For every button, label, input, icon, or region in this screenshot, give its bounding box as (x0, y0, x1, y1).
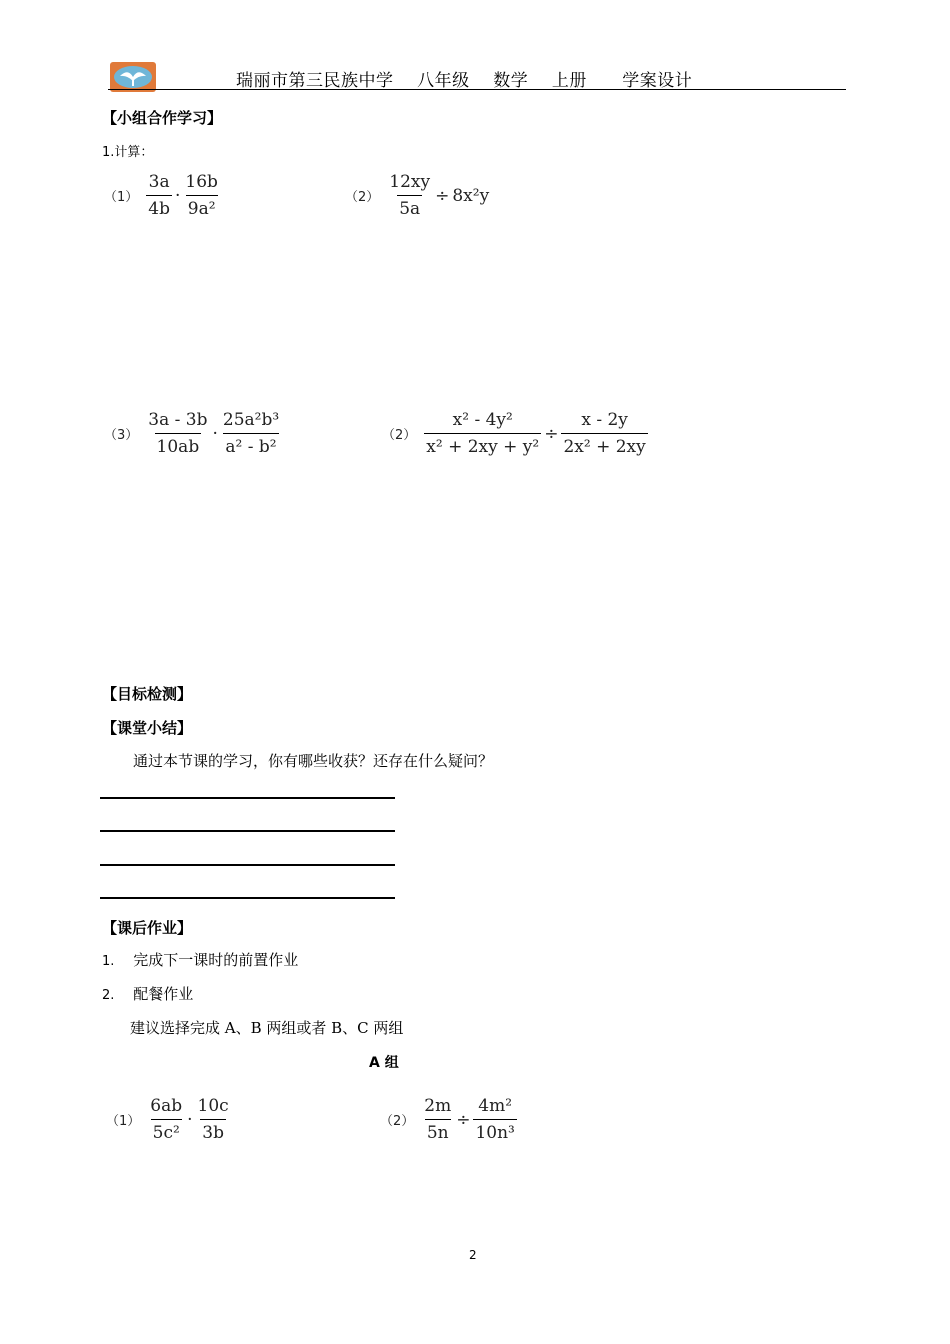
item-text: 配餐作业 (133, 985, 194, 1003)
problem-label: （2） (382, 428, 417, 443)
denominator: 10ab (155, 433, 202, 457)
school-logo (110, 62, 156, 92)
fraction (561, 410, 647, 457)
fraction (146, 410, 209, 457)
numerator: 4m² (478, 1096, 513, 1116)
problem-label: （1） (106, 1114, 141, 1129)
fraction (148, 1096, 184, 1143)
answer-line (100, 830, 395, 832)
fraction (387, 172, 432, 219)
homework-suggestion: 建议选择完成 A、B 两组或者 B、C 两组 (130, 1019, 404, 1037)
numerator: 3a (148, 172, 170, 192)
fraction (146, 172, 172, 219)
header-rule (108, 89, 846, 90)
fraction (424, 410, 541, 457)
homework-item (102, 983, 193, 1004)
fraction (221, 410, 281, 457)
operator: · (187, 1109, 193, 1130)
denominator: 2x² + 2xy (561, 433, 647, 457)
numerator: 10c (197, 1096, 229, 1116)
operator: ÷ (456, 1109, 471, 1130)
numerator: 2m (424, 1096, 452, 1116)
page-header-title: 瑞丽市第三民族中学 八年级 数学 上册 学案设计 (236, 71, 693, 91)
fraction (473, 1096, 516, 1143)
answer-line (100, 864, 395, 866)
section-group-study: 【小组合作学习】 (102, 109, 223, 127)
problem-4 (382, 410, 648, 457)
expression-tail: 8x²y (452, 185, 490, 206)
section-class-summary: 【课堂小结】 (102, 719, 193, 737)
group-a-problem-2 (380, 1096, 517, 1143)
problem-label: （2） (380, 1114, 415, 1129)
answer-line (100, 797, 395, 799)
denominator: 4b (146, 195, 172, 219)
denominator: 10n³ (473, 1119, 516, 1143)
problem-3 (104, 410, 281, 457)
operator: · (212, 423, 218, 444)
summary-prompt: 通过本节课的学习，你有哪些收获？还存在什么疑问？ (133, 752, 494, 770)
denominator: 9a² (186, 195, 218, 219)
operator: ÷ (544, 423, 559, 444)
fraction (196, 1096, 231, 1143)
task1-label: 1.计算： (102, 145, 154, 160)
denominator: 5c² (151, 1119, 182, 1143)
denominator: x² + 2xy + y² (424, 433, 541, 457)
numerator: 16b (185, 172, 218, 192)
numerator: 25a²b³ (222, 410, 280, 430)
numerator: x² - 4y² (452, 410, 513, 430)
page-number: 2 (469, 1248, 477, 1262)
numerator: 12xy (389, 172, 431, 192)
item-number: 1. (102, 954, 115, 969)
problem-2 (345, 172, 489, 219)
denominator: 5n (425, 1119, 451, 1143)
operator: · (174, 185, 181, 206)
fraction (422, 1096, 453, 1143)
problem-label: （1） (104, 190, 139, 205)
denominator: 3b (200, 1119, 226, 1143)
item-number: 2. (102, 988, 115, 1003)
problem-label: （2） (345, 190, 380, 205)
operator: ÷ (435, 185, 450, 206)
item-text: 完成下一课时的前置作业 (133, 951, 299, 969)
denominator: a² - b² (223, 433, 278, 457)
numerator: x - 2y (581, 410, 628, 430)
section-target-check: 【目标检测】 (102, 685, 193, 703)
homework-item (102, 949, 298, 970)
group-a-problem-1 (106, 1096, 231, 1143)
answer-line (100, 897, 395, 899)
problem-1 (104, 172, 220, 219)
fraction (183, 172, 220, 219)
denominator: 5a (397, 195, 422, 219)
section-homework: 【课后作业】 (102, 919, 193, 937)
group-a-title: A 组 (369, 1055, 399, 1071)
numerator: 3a - 3b (148, 410, 208, 430)
problem-label: （3） (104, 428, 139, 443)
numerator: 6ab (150, 1096, 183, 1116)
